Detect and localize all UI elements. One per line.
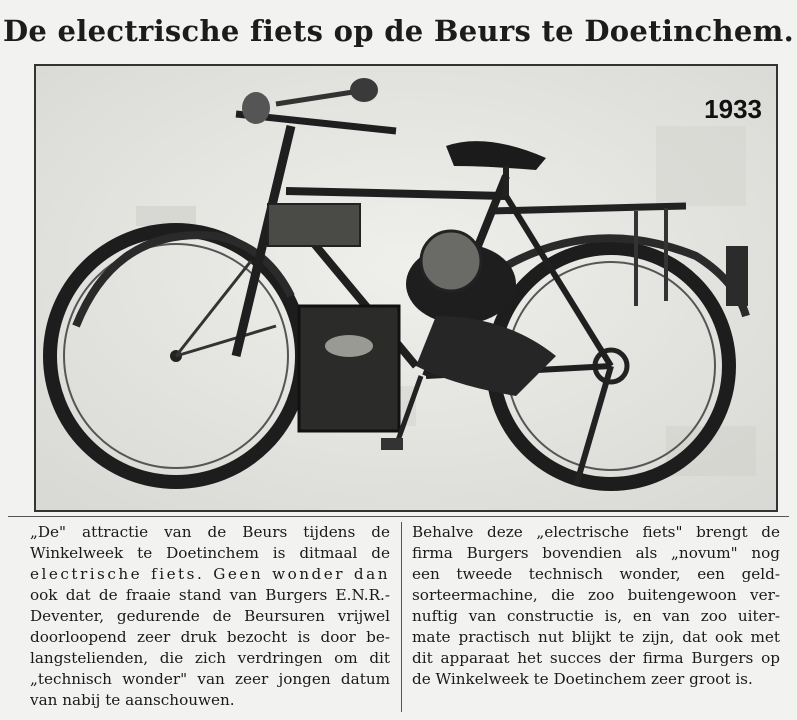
horizontal-rule <box>8 516 789 517</box>
column-divider <box>401 522 402 712</box>
bicycle-photo <box>34 64 778 512</box>
text-line: Winkelweek te Doetinchem is ditmaal de <box>30 544 390 562</box>
text-line: ook dat de fraaie stand van Burgers E.N.R.- <box>30 586 390 604</box>
text-line: langstelienden, die zich verdringen om dit <box>30 649 390 667</box>
headline: De electrische fiets op de Beurs te Doetinchem. <box>2 14 795 48</box>
text-line: dit apparaat het succes der firma Burgers op <box>412 649 780 667</box>
year-label: 1933 <box>704 94 762 124</box>
text-line: de Winkelweek te Doetinchem zeer groot is. <box>412 670 753 688</box>
text-line: een tweede technisch wonder, een geld- <box>412 565 780 583</box>
article-column-right <box>412 522 780 690</box>
text-line: mate practisch nut blijkt te zijn, dat ook met <box>412 628 780 646</box>
electric-bicycle-illustration <box>36 66 776 510</box>
text-line: electrische fiets. Geen wonder dan <box>30 565 390 583</box>
text-line: Deventer, gedurende de Beursuren vrijwel <box>30 607 390 625</box>
text-line: firma Burgers bovendien als „novum" nog <box>412 544 780 562</box>
text-line: „De" attractie van de Beurs tijdens de <box>30 523 390 541</box>
article-column-left <box>30 522 390 711</box>
battery-box <box>299 306 399 431</box>
text-line: „technisch wonder" van zeer jongen datum <box>30 670 390 688</box>
text-line: nuftig van constructie is, en van zoo uiter- <box>412 607 780 625</box>
text-line: van nabij te aanschouwen. <box>30 691 235 709</box>
text-line: sorteermachine, die zoo buitengewoon ver- <box>412 586 780 604</box>
text-line: Behalve deze „electrische fiets" brengt de <box>412 523 780 541</box>
text-line: doorloopend zeer druk bezocht is door be- <box>30 628 390 646</box>
